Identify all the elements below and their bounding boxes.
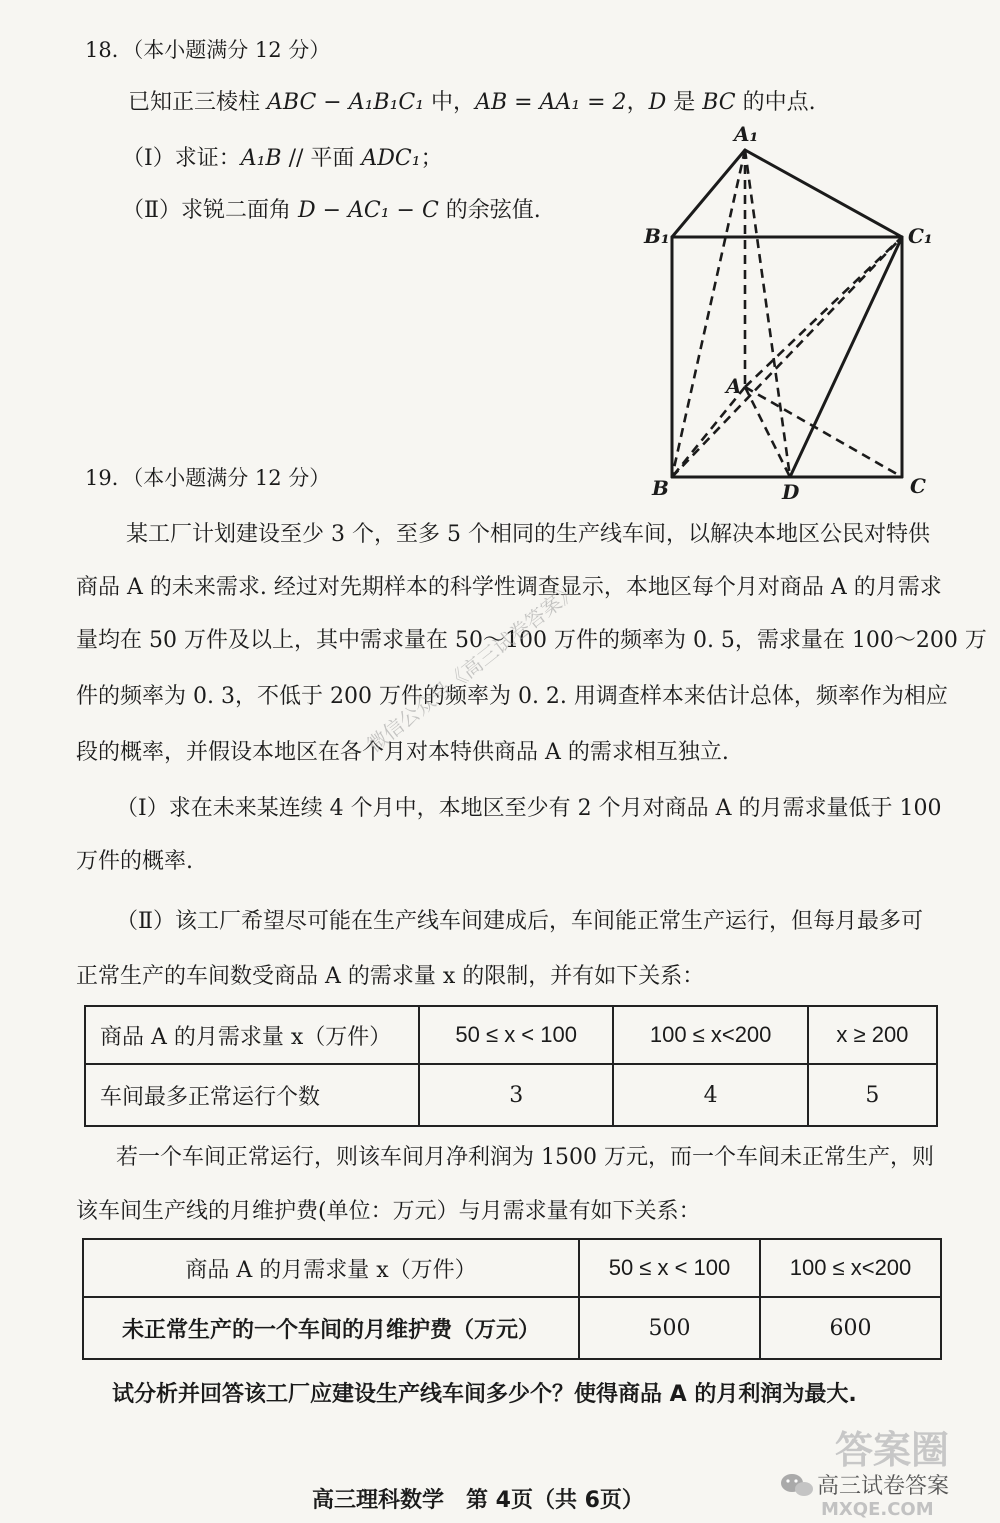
q19-line-4: 件的频率为 0. 3，不低于 200 万件的频率为 0. 2. 用调查样本来估计总体，频率作为相应 (76, 684, 948, 709)
q19-line-2: 商品 A 的未来需求. 经过对先期样本的科学性调查显示，本地区每个月对商品 A 的月需求 (76, 575, 942, 600)
q18-stem-mid: 中， (424, 90, 476, 115)
q19-line-3: 量均在 50 万件及以上，其中需求量在 50～100 万件的频率为 0. 5，需求量在 100～200 万 (76, 628, 987, 653)
table-maintenance-cell: 500 (579, 1297, 760, 1359)
q19-line-8: （Ⅱ）该工厂希望尽可能在生产线车间建成后，车间能正常生产运行，但每月最多可 (116, 909, 923, 934)
table-capacity-cell: 4 (613, 1064, 807, 1126)
table-capacity-header-cell: x ≥ 200 (808, 1006, 937, 1064)
brand-logo-graphic (775, 1415, 1000, 1519)
page-footer: 高三理科数学 第 4页（共 6页） (312, 1488, 644, 1513)
edge-a1-b1 (672, 150, 745, 237)
table-capacity-header-row (85, 1006, 937, 1064)
q18-part2-prefix: （Ⅱ）求锐二面角 (122, 198, 298, 223)
q18-stem-eq: AB = AA₁ = 2 (475, 90, 627, 115)
q18-part1-math: A₁B (240, 146, 282, 171)
label-a1: A₁ (734, 122, 759, 146)
edge-a-c1 (745, 237, 902, 387)
q18-part2-suffix: 的余弦值. (438, 198, 541, 223)
q19-line-9: 正常生产的车间数受商品 A 的需求量 x 的限制，并有如下关系： (76, 964, 705, 989)
table-maintenance-header-cell: 50 ≤ x < 100 (579, 1239, 760, 1297)
label-b1: B₁ (644, 224, 670, 248)
table-capacity-header-cell: 50 ≤ x < 100 (419, 1006, 613, 1064)
q18-part1-prefix: （Ⅰ）求证： (122, 146, 241, 171)
table-capacity-row (85, 1064, 937, 1126)
q18-stem-bc: BC (702, 90, 736, 115)
q19-line-5: 段的概率，并假设本地区在各个月对本特供商品 A 的需求相互独立. (76, 740, 729, 765)
label-c1: C₁ (908, 224, 933, 248)
q18-part2 (122, 200, 541, 222)
q18-stem-comma: ， (626, 90, 649, 115)
q18-stem-d: D (648, 90, 667, 115)
brand-account: 高三试卷答案 (817, 1474, 950, 1499)
table-maintenance-header-row (83, 1239, 941, 1297)
q18-stem-end: 的中点. (735, 90, 816, 115)
table-capacity (84, 1005, 938, 1127)
q18-stem-suffix: 是 (666, 90, 703, 115)
q18-part1-suffix: // 平面 (281, 146, 362, 171)
label-d: D (782, 480, 800, 504)
q18-stem-prism: ABC − A₁B₁C₁ (267, 90, 425, 115)
edge-a1-b (672, 150, 745, 477)
q18-stem-prefix: 已知正三棱柱 (128, 90, 267, 115)
q19-mid-line-1: 若一个车间正常运行，则该车间月净利润为 1500 万元，而一个车间未正常生产，则 (116, 1145, 934, 1170)
q19-line-6: （Ⅰ）求在未来某连续 4 个月中，本地区至少有 2 个月对商品 A 的月需求量低于 100 (116, 796, 942, 821)
edge-b-c1 (672, 237, 902, 477)
q18-part1 (122, 148, 443, 170)
prism-figure (640, 115, 940, 505)
q19-header: 19．（本小题满分 12 分） (85, 466, 331, 490)
table-capacity-cell: 车间最多正常运行个数 (85, 1064, 419, 1126)
watermark: 微信公众号《高三试卷答案》 (362, 578, 583, 758)
q19-line-1: 某工厂计划建设至少 3 个，至多 5 个相同的生产线车间，以解决本地区公民对特供 (126, 522, 930, 547)
q19-final: 试分析并回答该工厂应建设生产线车间多少个？使得商品 A 的月利润为最大. (112, 1382, 857, 1407)
table-capacity-cell: 3 (419, 1064, 613, 1126)
table-maintenance-header-cell: 100 ≤ x<200 (760, 1239, 941, 1297)
q18-part1-plane: ADC₁ (361, 146, 421, 171)
q18-stem (128, 92, 816, 114)
label-b: B (652, 476, 669, 500)
edge-a1-c1 (745, 150, 902, 237)
table-maintenance-cell: 未正常生产的一个车间的月维护费（万元） (83, 1297, 579, 1359)
table-maintenance-row (83, 1297, 941, 1359)
table-maintenance (82, 1238, 942, 1360)
logo-mark: 答案圈 (835, 1428, 950, 1472)
brand-logo (775, 1415, 1000, 1519)
table-maintenance-header-cell: 商品 A 的月需求量 x（万件） (83, 1239, 579, 1297)
label-a: A (726, 374, 742, 398)
brand-site: MXQE.COM (821, 1499, 934, 1519)
edge-a-d (745, 387, 790, 477)
table-capacity-cell: 5 (808, 1064, 937, 1126)
table-maintenance-cell: 600 (760, 1297, 941, 1359)
label-c: C (910, 474, 926, 498)
table-capacity-header-cell: 100 ≤ x<200 (613, 1006, 807, 1064)
q19-line-7: 万件的概率. (76, 849, 193, 874)
table-capacity-header-cell: 商品 A 的月需求量 x（万件） (85, 1006, 419, 1064)
q18-part1-end: ； (420, 146, 443, 171)
wechat-icon (781, 1474, 813, 1496)
q18-part2-math: D − AC₁ − C (297, 198, 439, 223)
q19-mid-line-2: 该车间生产线的月维护费(单位：万元）与月需求量有如下关系： (76, 1199, 701, 1224)
edge-c1-d (790, 237, 902, 477)
q18-header: 18．（本小题满分 12 分） (85, 38, 331, 62)
edge-a1-d (745, 150, 790, 477)
